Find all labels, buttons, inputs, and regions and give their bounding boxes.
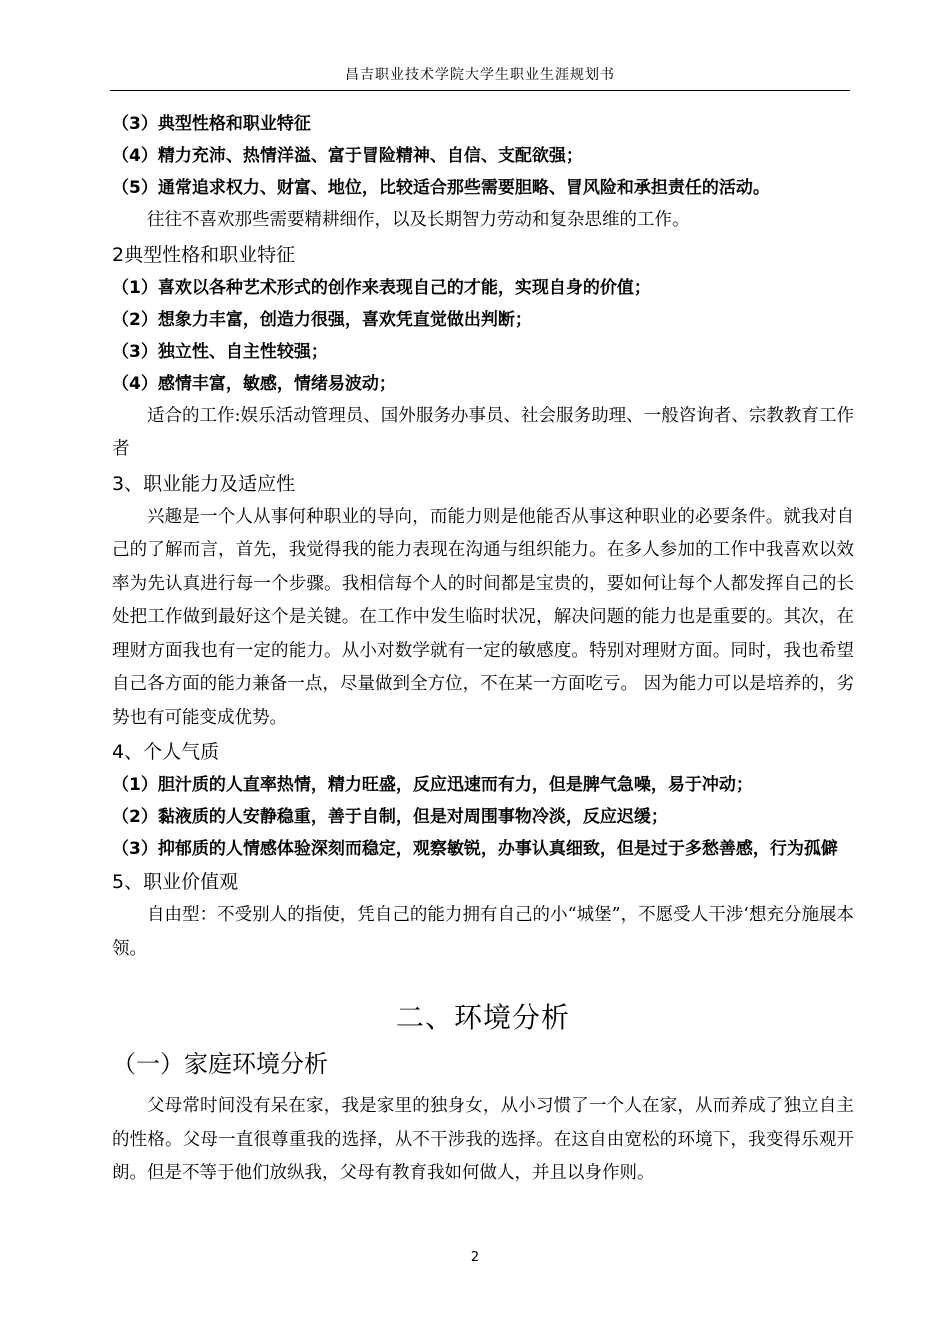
body-paragraph: 兴趣是一个人从事何种职业的导向，而能力则是他能否从事这种职业的必要条件。就我对自己的了解而言，首先，我觉得我的能力表现在沟通与组织能力。在多人参加的工作中我喜欢以效率为先认真进行每一个步骤。我相信每个人的时间都是宝贵的，要如何让每个人都发挥自己的长处把工作做到最好这个是关键。在工作中发生临时状况，解决问题的能力也是重要的。其次，在理财方面我也有一定的能力。从小对数学就有一定的敏感度。特别对理财方面。同时，我也希望自己各方面的能力兼备一点，尽量做到全方位，不在某一方面吃亏。 因为能力可以是培养的，劣势也有可能变成优势。: [112, 506, 854, 728]
body-paragraph: 父母常时间没有呆在家，我是家里的独身女，从小习惯了一个人在家，从而养成了独立自主的性格。父母一直很尊重我的选择，从不干涉我的选择。在这自由宽松的环境下，我变得乐观开朗。但是不等于他们放纵我，父母有教育我如何做人，并且以身作则。: [112, 1096, 854, 1183]
list-item: （4）精力充沛、热情洋溢、富于冒险精神、自信、支配欲强；: [112, 146, 583, 166]
list-item: （3）典型性格和职业特征: [112, 114, 311, 134]
header-divider: [110, 90, 850, 91]
section-heading: 2典型性格和职业特征: [112, 243, 296, 266]
body-paragraph: 自由型：不受别人的指使，凭自己的能力拥有自己的小“城堡”，不愿受人干涉‘想充分施展本领。: [112, 905, 854, 959]
section-heading: 3、职业能力及适应性: [112, 472, 296, 495]
body-paragraph: 适合的工作:娱乐活动管理员、国外服务办事员、社会服务助理、一般咨询者、宗教教育工作者: [112, 405, 854, 459]
list-item: （1）喜欢以各种艺术形式的创作来表现自己的才能，实现自身的价值；: [112, 277, 651, 298]
spacer: [112, 966, 854, 994]
list-item: （3）抑郁质的人情感体验深刻而稳定，观察敏锐，办事认真细致，但是过于多愁善感，行为孤僻: [112, 839, 838, 859]
section-heading: 5、职业价值观: [112, 871, 239, 893]
list-item: （3）独立性、自主性较强；: [112, 341, 328, 362]
list-item: （1）胆汁质的人直率热情，精力旺盛，反应迅速而有力，但是脾气急噪，易于冲动；: [112, 775, 753, 795]
list-item: （5）通常追求权力、财富、地位，比较适合那些需要胆略、冒风险和承担责任的活动。: [112, 178, 770, 198]
subsection-title: （一）家庭环境分析: [112, 1050, 328, 1078]
list-item: （2）黏液质的人安静稳重，善于自制，但是对周围事物冷淡，反应迟缓；: [112, 807, 668, 827]
page-body: [112, 108, 854, 1191]
body-paragraph: 往往不喜欢那些需要精耕细作，以及长期智力劳动和复杂思维的工作。: [147, 210, 690, 230]
page-header: 昌吉职业技术学院大学生职业生涯规划书: [345, 67, 615, 83]
section-heading: 4、个人气质: [112, 741, 220, 763]
page-number: 2: [470, 1250, 480, 1265]
list-item: （4）感情丰富，敏感，情绪易波动；: [112, 373, 396, 394]
chapter-title: 二、环境分析: [395, 1001, 570, 1034]
list-item: （2）想象力丰富，创造力很强，喜欢凭直觉做出判断；: [112, 309, 532, 330]
